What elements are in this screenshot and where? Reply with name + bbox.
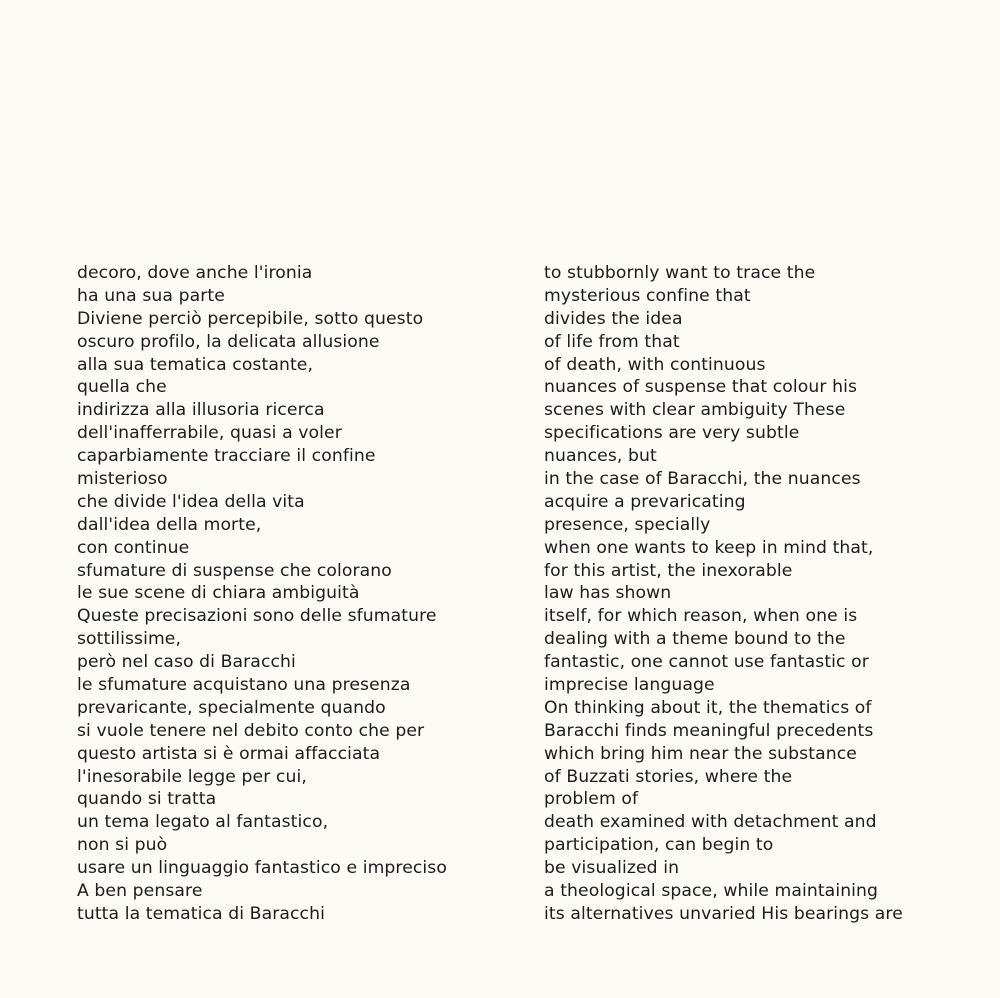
text-line: usare un linguaggio fantastico e impreciso xyxy=(77,858,447,879)
text-line: nuances, but xyxy=(544,446,657,467)
text-line: oscuro profilo, la delicata allusione xyxy=(77,331,380,352)
text-line: un tema legato al fantastico, xyxy=(77,812,329,833)
text-line: Baracchi finds meaningful precedents xyxy=(544,720,874,741)
text-line: misterioso xyxy=(77,469,168,490)
text-line: nuances of suspense that colour his xyxy=(544,377,858,398)
text-line: death examined with detachment and xyxy=(544,812,877,833)
text-line: alla sua tematica costante, xyxy=(77,354,314,375)
text-line: con continue xyxy=(77,537,190,558)
text-line: sfumature di suspense che colorano xyxy=(77,560,392,581)
text-line: caparbiamente tracciare il confine xyxy=(77,446,376,467)
text-line: non si può xyxy=(77,835,168,856)
text-line: quando si tratta xyxy=(77,789,217,810)
text-line: a theological space, while maintaining xyxy=(544,881,879,902)
text-line: mysterious confine that xyxy=(544,285,751,306)
text-line: fantastic, one cannot use fantastic or xyxy=(544,652,869,673)
text-line: ha una sua parte xyxy=(77,285,225,306)
text-line: of Buzzati stories, where the xyxy=(544,766,793,787)
text-line: le sue scene di chiara ambiguità xyxy=(77,583,360,604)
text-line: itself, for which reason, when one is xyxy=(544,606,858,627)
italian-text-column xyxy=(77,262,517,926)
text-line: imprecise language xyxy=(544,675,715,696)
text-line: quella che xyxy=(77,377,167,398)
text-line: acquire a prevaricating xyxy=(544,491,746,512)
text-line: tutta la tematica di Baracchi xyxy=(77,903,325,924)
text-line: when one wants to keep in mind that, xyxy=(544,537,874,558)
text-line: dall'idea della morte, xyxy=(77,514,262,535)
text-line: On thinking about it, the thematics of xyxy=(544,697,872,718)
english-text-column xyxy=(544,262,984,926)
text-line: Diviene perciò percepibile, sotto questo xyxy=(77,308,424,329)
text-line: A ben pensare xyxy=(77,881,203,902)
text-line: participation, can begin to xyxy=(544,835,774,856)
text-line: questo artista si è ormai affacciata xyxy=(77,743,381,764)
text-line: law has shown xyxy=(544,583,672,604)
text-line: l'inesorabile legge per cui, xyxy=(77,766,307,787)
text-line: divides the idea xyxy=(544,308,683,329)
text-line: Queste precisazioni sono delle sfumature xyxy=(77,606,437,627)
text-line: sottilissime, xyxy=(77,629,182,650)
text-line: dealing with a theme bound to the xyxy=(544,629,846,650)
text-line: si vuole tenere nel debito conto che per xyxy=(77,720,425,741)
text-line: of death, with continuous xyxy=(544,354,766,375)
text-line: prevaricante, specialmente quando xyxy=(77,697,386,718)
text-line: its alternatives unvaried His bearings are xyxy=(544,903,903,924)
text-line: problem of xyxy=(544,789,639,810)
text-line: però nel caso di Baracchi xyxy=(77,652,296,673)
text-line: decoro, dove anche l'ironia xyxy=(77,263,313,283)
text-line: specifications are very subtle xyxy=(544,423,800,444)
text-line: in the case of Baracchi, the nuances xyxy=(544,469,861,490)
text-line: be visualized in xyxy=(544,858,680,879)
text-line: presence, specially xyxy=(544,514,711,535)
text-line: which bring him near the substance xyxy=(544,743,857,764)
text-line: for this artist, the inexorable xyxy=(544,560,793,581)
text-line: indirizza alla illusoria ricerca xyxy=(77,400,325,421)
text-line: of life from that xyxy=(544,331,680,352)
text-line: scenes with clear ambiguity These xyxy=(544,400,846,421)
text-line: dell'inafferrabile, quasi a voler xyxy=(77,423,342,444)
text-line: to stubbornly want to trace the xyxy=(544,263,816,283)
text-line: le sfumature acquistano una presenza xyxy=(77,675,411,696)
text-line: che divide l'idea della vita xyxy=(77,491,305,512)
